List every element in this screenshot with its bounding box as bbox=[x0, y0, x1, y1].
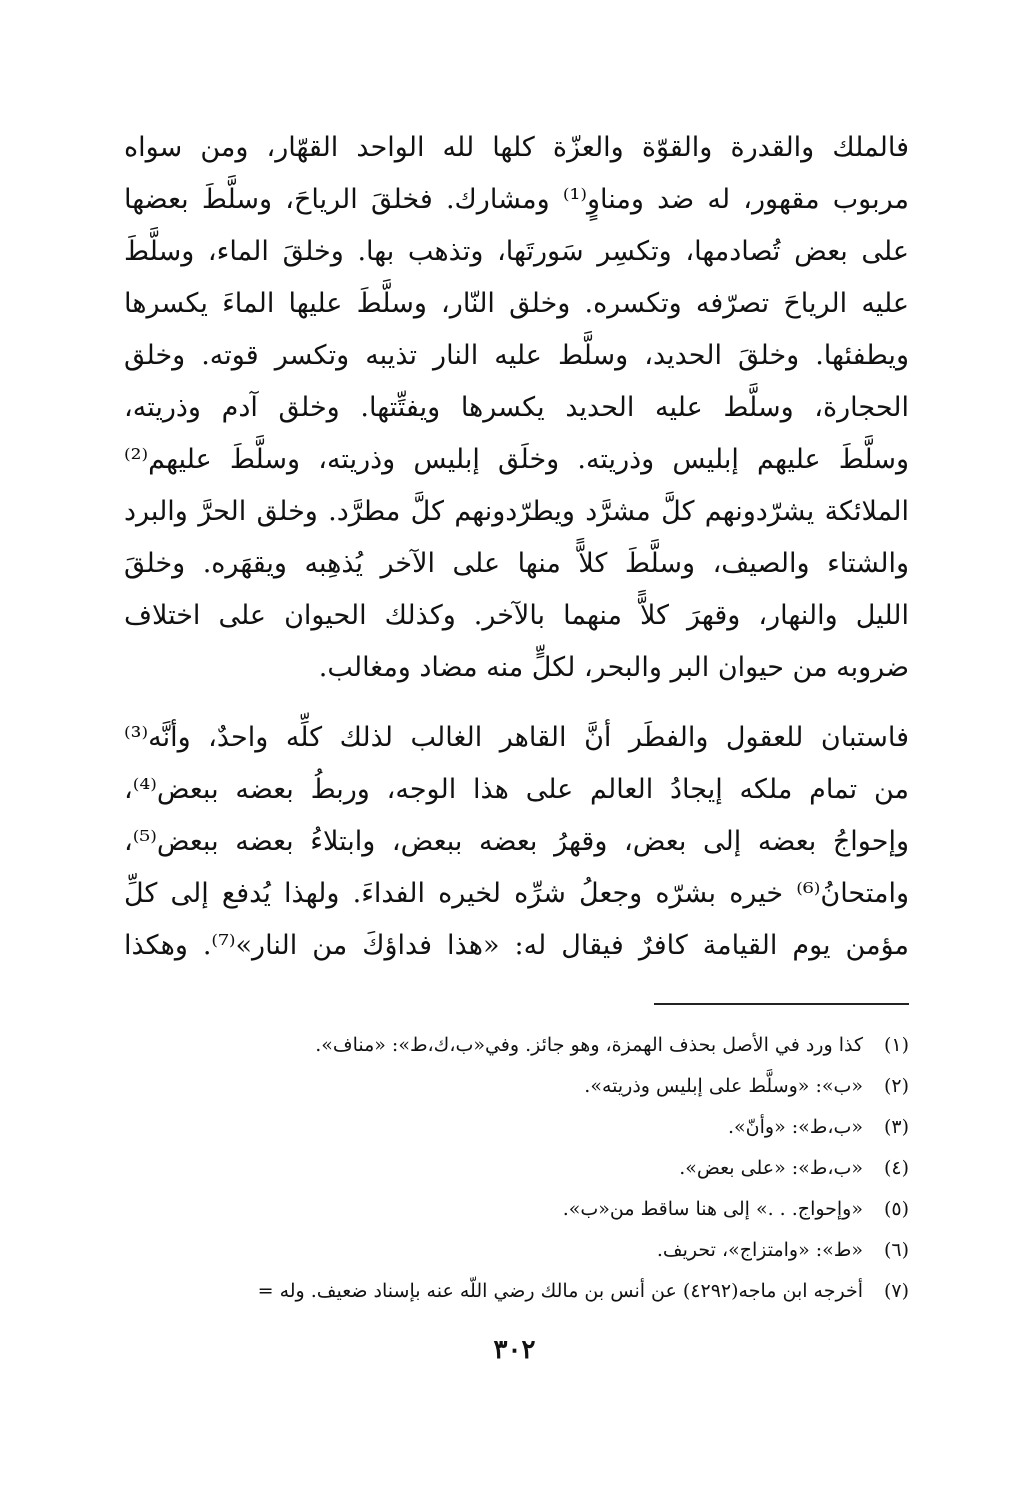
footnote bbox=[124, 1271, 909, 1312]
footnote-text: «ط»: «وامتزاج»، تحريف. bbox=[656, 1239, 863, 1261]
footnote-number: (٧) bbox=[883, 1280, 909, 1302]
footnote-number: (٢) bbox=[883, 1075, 909, 1097]
text-line: وامتحانُ⁽⁶⁾ خيره بشرّه وجعلُ شرِّه لخيره الفداءَ. ولهذا يُدفع إلى كلِّ bbox=[124, 878, 909, 909]
text-line: والشتاء والصيف، وسلَّطَ كلاًّ منها على الآخر يُذهِبه ويقهَره. وخلقَ bbox=[124, 548, 909, 579]
footnote-number: (٥) bbox=[883, 1198, 909, 1220]
text-line: الليل والنهار، وقهرَ كلاًّ منهما بالآخر. وكذلك الحيوان على اختلاف bbox=[124, 600, 909, 631]
footnote-number: (١) bbox=[883, 1034, 909, 1056]
footnote-number: (٦) bbox=[883, 1239, 909, 1261]
footnote bbox=[124, 1189, 909, 1230]
footnote bbox=[124, 1025, 909, 1066]
text-line: من تمام ملكه إيجادُ العالم على هذا الوجه، وربطُ بعضه ببعض⁽⁴⁾، bbox=[124, 774, 909, 805]
footnote-text: «ب،ط»: «وأنّ». bbox=[728, 1116, 863, 1138]
footnote bbox=[124, 1066, 909, 1107]
text-line: فاستبان للعقول والفطَر أنَّ القاهر الغالب لذلك كلِّه واحدٌ، وأنَّه⁽³⁾ bbox=[124, 722, 909, 753]
footnote-number: (٤) bbox=[883, 1157, 909, 1179]
footnote-number: (٣) bbox=[883, 1116, 909, 1138]
footnotes bbox=[124, 1025, 909, 1312]
text-line: ضروبه من حيوان البر والبحر، لكلٍّ منه مضاد ومغالب. bbox=[318, 652, 909, 683]
text-line: وإحواجُ بعضه إلى بعض، وقهرُ بعضه ببعض، وابتلاءُ بعضه ببعض⁽⁵⁾، bbox=[124, 826, 909, 857]
footnote-text: كذا ورد في الأصل بحذف الهمزة، وهو جائز. وفي«ب،ك،ط»: «مناف». bbox=[315, 1034, 863, 1056]
footnote-text: «ب،ط»: «على بعض». bbox=[679, 1157, 863, 1179]
footnote bbox=[124, 1107, 909, 1148]
text-line: عليه الرياحَ تصرّفه وتكسره. وخلق النّار، وسلَّطَ عليها الماءَ يكسرها bbox=[124, 288, 909, 319]
footnote-text: أخرجه ابن ماجه(٤٢٩٢) عن أنس بن مالك رضي اللّه عنه بإسناد ضعيف. وله = bbox=[257, 1280, 863, 1302]
footnote bbox=[124, 1148, 909, 1189]
page-number: ٣٠٢ bbox=[493, 1335, 536, 1365]
footnote-text: «وإحواج. . .» إلى هنا ساقط من«ب». bbox=[562, 1198, 863, 1220]
text-line: وسلَّطَ عليهم إبليس وذريته. وخلَق إبليس وذريته، وسلَّطَ عليهم⁽²⁾ bbox=[124, 444, 909, 475]
text-line: فالملك والقدرة والقوّة والعزّة كلها لله الواحد القهّار، ومن سواه bbox=[124, 132, 909, 163]
footnote-separator bbox=[654, 1003, 909, 1005]
text-line: الحجارة، وسلَّط عليه الحديد يكسرها ويفتِّتها. وخلق آدم وذريته، bbox=[124, 392, 909, 423]
text-line: ويطفئها. وخلقَ الحديد، وسلَّط عليه النار تذيبه وتكسر قوته. وخلق bbox=[124, 340, 909, 371]
text-line: على بعض تُصادمها، وتكسِر سَورتَها، وتذهب بها. وخلقَ الماء، وسلَّطَ bbox=[124, 236, 909, 267]
text-line: الملائكة يشرّدونهم كلَّ مشرَّد ويطرّدونهم كلَّ مطرَّد. وخلق الحرَّ والبرد bbox=[124, 496, 909, 527]
text-line: مؤمن يوم القيامة كافرٌ فيقال له: «هذا فداؤكَ من النار»⁽⁷⁾. وهكذا bbox=[124, 930, 909, 961]
footnote bbox=[124, 1230, 909, 1271]
footnote-text: «ب»: «وسلَّط على إبليس وذريته». bbox=[584, 1075, 863, 1097]
main-text-paragraph-2 bbox=[124, 712, 909, 972]
text-line: مربوب مقهور، له ضد ومناوٍ⁽¹⁾ ومشارك. فخلقَ الرياحَ، وسلَّطَ بعضها bbox=[124, 184, 909, 215]
main-text-paragraph-1 bbox=[124, 122, 909, 694]
